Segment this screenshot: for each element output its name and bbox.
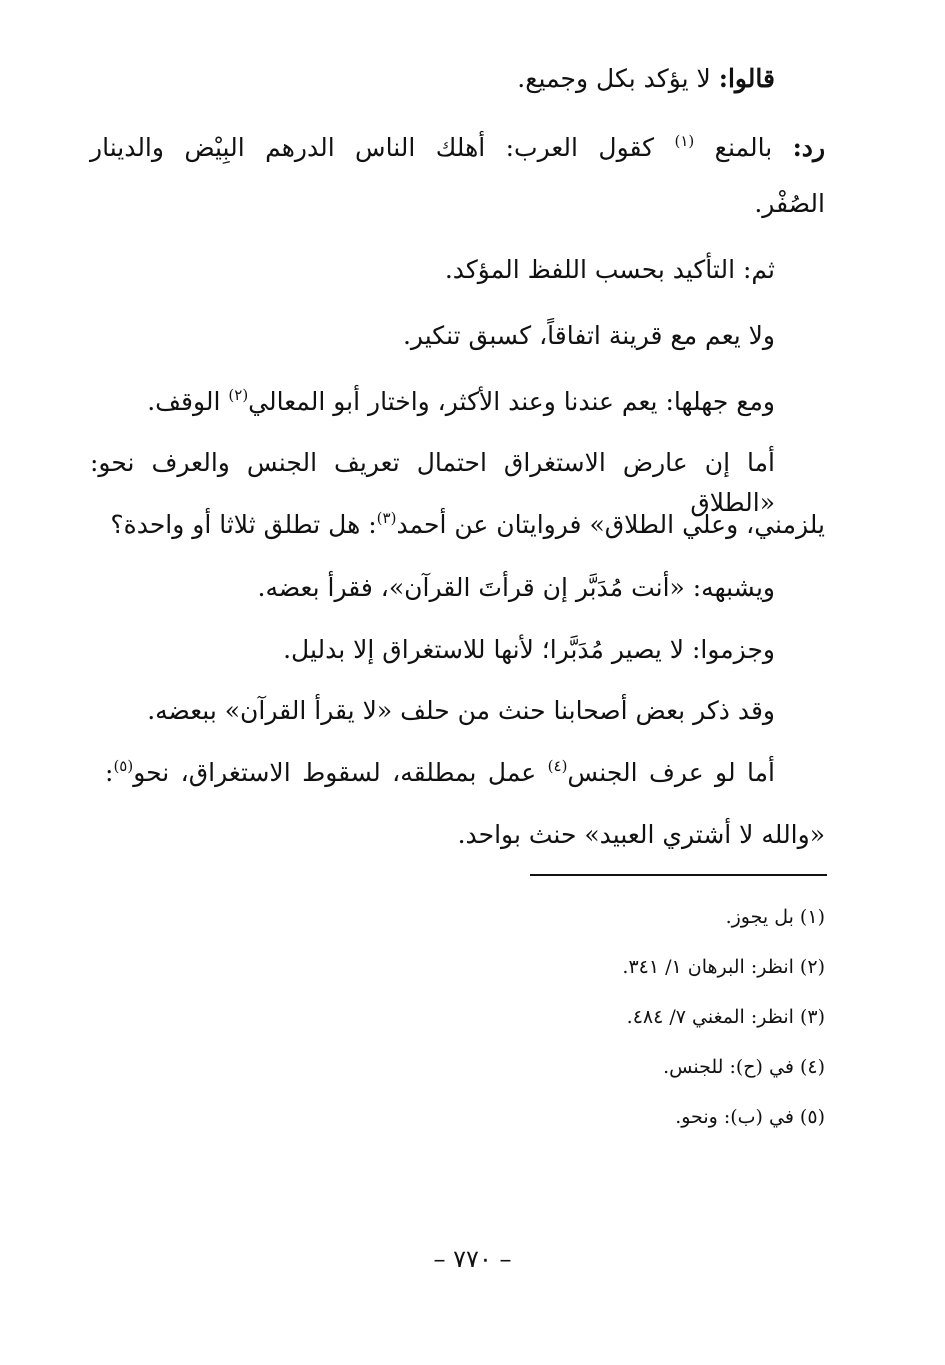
paragraph-3: [445, 250, 775, 290]
paragraph-text: ومع جهلها: يعم عندنا وعند الأكثر، واختار أبو المعالي: [248, 387, 775, 416]
paragraph-text: لا يؤكد بكل وجميع.: [517, 64, 719, 93]
paragraph-2-line-2: [754, 184, 825, 224]
footnote-separator: [530, 874, 827, 876]
paragraph-text: ثم: التأكيد بحسب اللفظ المؤكد.: [444, 255, 775, 284]
paragraph-2-line-1: [90, 128, 825, 171]
paragraph-text: :: [105, 758, 114, 787]
footnote-4: (٤) في (ح): للجنس.: [663, 1056, 825, 1078]
paragraph-5: [147, 382, 775, 425]
footnote-ref: (٣): [376, 509, 397, 527]
footnote-ref: (٢): [228, 386, 249, 404]
paragraph-text: وقد ذكر بعض أصحابنا حنث من حلف «لا يقرأ القرآن» ببعضه.: [147, 696, 775, 725]
footnote-ref: (٥): [113, 757, 134, 775]
paragraph-10-line-1: [105, 753, 775, 796]
paragraph-9: [147, 691, 775, 731]
paragraph-text: أما إن عارض الاستغراق احتمال تعريف الجنس والعرف نحو: «الطلاق: [90, 448, 775, 517]
paragraph-text: بالمنع: [694, 133, 793, 162]
paragraph-text: وجزموا: لا يصير مُدَبَّرا؛ لأنها للاستغراق إلا بدليل.: [283, 635, 775, 664]
paragraph-text: الصُفْر.: [754, 189, 825, 218]
paragraph-6-line-2: [110, 505, 825, 548]
paragraph-10-line-2: [458, 815, 825, 855]
paragraph-text: يلزمني، وعلي الطلاق» فروايتان عن أحمد: [396, 510, 825, 539]
footnote-1: (١) بل يجوز.: [725, 906, 825, 928]
paragraph-text: : هل تطلق ثلاثا أو واحدة؟: [110, 510, 377, 539]
paragraph-1: [517, 59, 775, 99]
lead-word: قالوا:: [718, 64, 775, 93]
paragraph-text: كقول العرب: أهلك الناس الدرهم البِيْض والدينار: [90, 133, 675, 162]
paragraph-text: ويشبهه: «أنت مُدَبَّر إن قرأتَ القرآن»، فقرأ بعضه.: [257, 573, 775, 602]
paragraph-text: ولا يعم مع قرينة اتفاقاً، كسبق تنكير.: [402, 321, 775, 350]
footnote-ref: (٤): [547, 757, 568, 775]
paragraph-4: [403, 316, 775, 356]
paragraph-text: عمل بمطلقه، لسقوط الاستغراق، نحو: [133, 758, 548, 787]
paragraph-text: «والله لا أشتري العبيد» حنث بواحد.: [457, 820, 825, 849]
footnote-5: (٥) في (ب): ونحو.: [675, 1106, 825, 1128]
footnote-2: (٢) انظر: البرهان ١/ ٣٤١.: [622, 956, 825, 978]
paragraph-8: [283, 630, 775, 670]
paragraph-text: الوقف.: [147, 387, 229, 416]
paragraph-7: [258, 568, 775, 608]
paragraph-text: أما لو عرف الجنس: [567, 758, 775, 787]
footnote-3: (٣) انظر: المغني ٧/ ٤٨٤.: [626, 1006, 825, 1028]
page-number: – ٧٧٠ –: [433, 1245, 512, 1273]
lead-word: رد:: [792, 133, 826, 162]
footnote-ref: (١): [674, 132, 695, 150]
